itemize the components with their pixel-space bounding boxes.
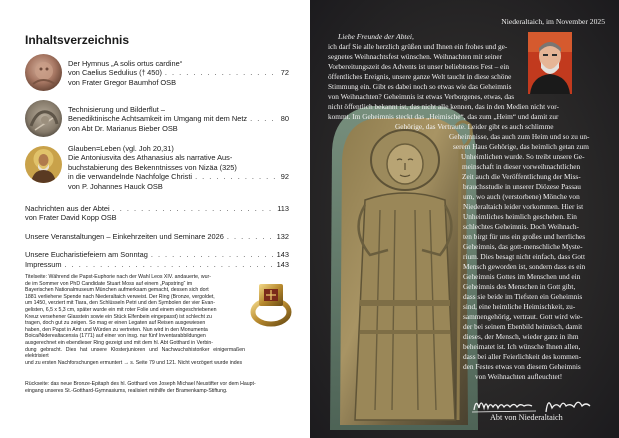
letter-line: ich darf Sie alle herzlich grüßen und Ihnen ein frohes und ge- [328, 42, 508, 51]
antonius-icon-thumbnail-image [25, 146, 62, 183]
toc-title: Inhaltsverzeichnis [25, 33, 130, 47]
letter-line: dass bei aller Feierlichkeit des kommen- [463, 352, 582, 361]
toc-entry-antoniusvita[interactable] [25, 146, 289, 196]
letter-line: von Weihnachten? Geheimnis ist etwas Verborgenes, etwas, das [328, 92, 515, 101]
toc-entry-author: von Frater Gregor Baumhof OSB [68, 77, 177, 87]
letter-line: öffentliches Ereignis, unsere ganze Welt taucht in diese schöne [328, 72, 512, 81]
letter-line: meinschaft in dieser vorweihnachtlichen [462, 162, 581, 171]
toc-page-number: 143 [276, 260, 289, 269]
toc-entry-nachrichten[interactable]: Nachrichten aus der Abtei . . . 113 von Frater David Kopp OSB [25, 204, 289, 223]
letter-line: der bei seinem Ebenbild heimisch, damit [463, 322, 583, 331]
letter-line: von Weihnachten aufleuchtet! [475, 372, 563, 381]
hymnus-thumbnail-image [25, 54, 62, 91]
toc-page-number: 72 [280, 68, 289, 78]
toc-entry-technisierung[interactable] [25, 100, 289, 138]
right-page-letter [310, 0, 619, 438]
letter-date: Niederaltaich, im November 2025 [501, 17, 605, 26]
letter-line: dass sie beide im Tiefsten ein Geheimnis [463, 292, 583, 301]
letter-line: serem Haus Gehörige, das heimlich getan zum [453, 142, 589, 151]
toc-entry-hymnus[interactable] [25, 54, 289, 92]
toc-entry-line: Technisierung und Bilderflut – [68, 105, 165, 114]
letter-line: den Festes etwas von diesem Geheimnis [463, 362, 581, 371]
letter-line: beheimatet ist. Ich wünsche Ihnen allen, [463, 342, 581, 351]
toc-entry-line: von Caelius Sedulius († 450) . . . 72 [68, 68, 289, 77]
letter-line: Niederaltaich leider vorkommen. Hier ist [463, 202, 584, 211]
abbot-portrait-image [528, 32, 572, 94]
papal-ring-image [246, 278, 296, 328]
toc-page-number: 80 [280, 114, 289, 124]
letter-line: schlechtes Geheimnis. Doch Weihnach- [463, 222, 579, 231]
toc-entry-line: in die verwandelnde Nachfolge Christi . . . 92 [68, 172, 289, 181]
letter-line: Unheimliches heimlich geschehen. Ein [463, 212, 577, 221]
toc-page-number: 132 [276, 232, 289, 241]
letter-line: segnetes Weihnachtsfest wünschen. Weihnachten mit seiner [328, 52, 503, 61]
letter-line: brauchsstudie in unserer Diözese Passau [463, 182, 581, 191]
letter-line: Mensch geworden ist, sondern dass es ein [463, 262, 586, 271]
toc-entry-line: buchstabierung des Bekenntnisses von Nizäa (325) [68, 162, 237, 172]
letter-line: Geheimnis, das gott-menschliche Myste- [463, 242, 583, 251]
toc-entry-line: Die Antoniusvita des Athanasius als narrative Aus- [68, 153, 233, 163]
toc-entry-author: von Frater David Kopp OSB [25, 213, 117, 223]
toc-entry-line: Glauben=Leben (vgl. Joh 20,31) [68, 144, 174, 153]
letter-line: Vorbereitungszeit des Advents ist unser beliebtestes Fest – ein [328, 62, 510, 71]
letter-line: um, wo auch (verstorbene) Mönche von [463, 192, 580, 201]
cover-caption: Titelseite: Während die Papst-Euphorie nach der Wahl Leos XIV. andauerte, wur- de im Sommer von PhD Candidate Stuart Moss auf einem „Papstring“ im Bayerischen Nationalmuseum München aufmerksam gemacht, dessen sich dort 1881 verliehene Spende nach Niederaltaich verweist. Der Ring (Bronze, vergoldet, um 1450, verziert mit Tiara, den Schlüsseln Petri und den Symbolen der vier Evan- gelisten, 6,5 x 5,3 cm, später wurde ein mit roter Folie und einem eingeschriebenen Kreuz versehener Glasstein sowie ein Stück Elfenbein eingepasst) ist schlecht zu tragen, doch gut zu zeigen. So mag er einen Legaten auf Reisen ausgewiesen haben, den Papst in Amt und Würden zu vertreten. Nun wird in den Monumenta Boica/Niderealtacensia (1771) auf einer von insg. nur fünf Inventarabbildungen ausgerechnet ein ebendieser Ring gezeigt und mit dem hl. Abt Gotthard in Verbin- dung gebracht. Dies hat unsere Klosterjunioren und Nachwuchshistoriker einigermaßen elektrisiert und zu ersten Nachforschungen ermuntert → s. Seite 79 und 121. Nicht verzögert wurde indes [25, 274, 245, 366]
toc-entry-veranstaltungen[interactable]: Unsere Veranstaltungen – Einkehrzeiten und Seminare 2026 . . . 132 [25, 232, 289, 241]
toc-entry-author: von Abt Dr. Marianus Bieber OSB [68, 123, 178, 133]
letter-line: Unheimlichen wurde. So treibt unsere Ge- [461, 152, 585, 161]
toc-entry-impressum[interactable]: Impressum . . . 143 [25, 260, 289, 269]
toc-page-number: 92 [280, 172, 289, 182]
letter-line: Gehörige, das Vertraute. Leider gibt es auch schlimme [395, 122, 554, 131]
toc-entry-eucharistie[interactable]: Unsere Eucharistiefeiern am Sonntag . . . 143 [25, 250, 289, 259]
toc-entry-author: von P. Johannes Hauck OSB [68, 181, 163, 191]
letter-sign-off: Abt von Niederaltaich [490, 413, 563, 422]
toc-entry-line: Benediktinische Achtsamkeit im Umgang mit dem Netz . . . 80 [68, 114, 289, 123]
letter-line: Geheimnis Gottes im Menschen und ein [463, 272, 581, 281]
letter-line: rium. Dies besagt nicht einfach, dass Gott [463, 252, 585, 261]
letter-line: nicht öffentlich bekannt ist, das nicht alle kennen, das in den Medien nicht vor- [328, 102, 559, 111]
letter-line: Geheimnis des Menschen in Gott gibt, [463, 282, 576, 291]
letter-greeting: Liebe Freunde der Abtei, [338, 32, 414, 41]
letter-line: kommt. Im Geheimnis steckt das „Heimische“, das zum „Heim“ und damit zur [328, 112, 559, 121]
letter-line: Geheimnisse, das auch zum Heim und so zu un- [449, 132, 590, 141]
letter-line: sammengehörig, vertraut. Gott wird wie- [463, 312, 583, 321]
back-cover-caption: Rückseite: das neue Bronze-Epitaph des hl. Gotthard von Joseph Michael Neustifter vor dem Haupt- eingang unseres St.-Gotthard-Gymnasiums, realisiert mithilfe der Bramenkamp-Stiftung. [25, 381, 256, 394]
toc-page-number: 113 [277, 204, 289, 213]
technisierung-thumbnail-image [25, 100, 62, 137]
letter-line: Stimmung ein. Gibt es dabei noch so etwas wie das Geheimnis [328, 82, 512, 91]
toc-entry-line: Der Hymnus „A solis ortus cardine“ [68, 59, 183, 68]
letter-line: ten birgt für uns ein großes und herrliches [463, 232, 586, 241]
letter-line: dieses, der Mensch, wieder ganz in ihm [463, 332, 579, 341]
toc-page-number: 143 [276, 250, 289, 259]
letter-line: sind, eine heimliche Heimischkeit, zu- [463, 302, 576, 311]
letter-line: Zeit auch die Veröffentlichung der Miss- [462, 172, 581, 181]
